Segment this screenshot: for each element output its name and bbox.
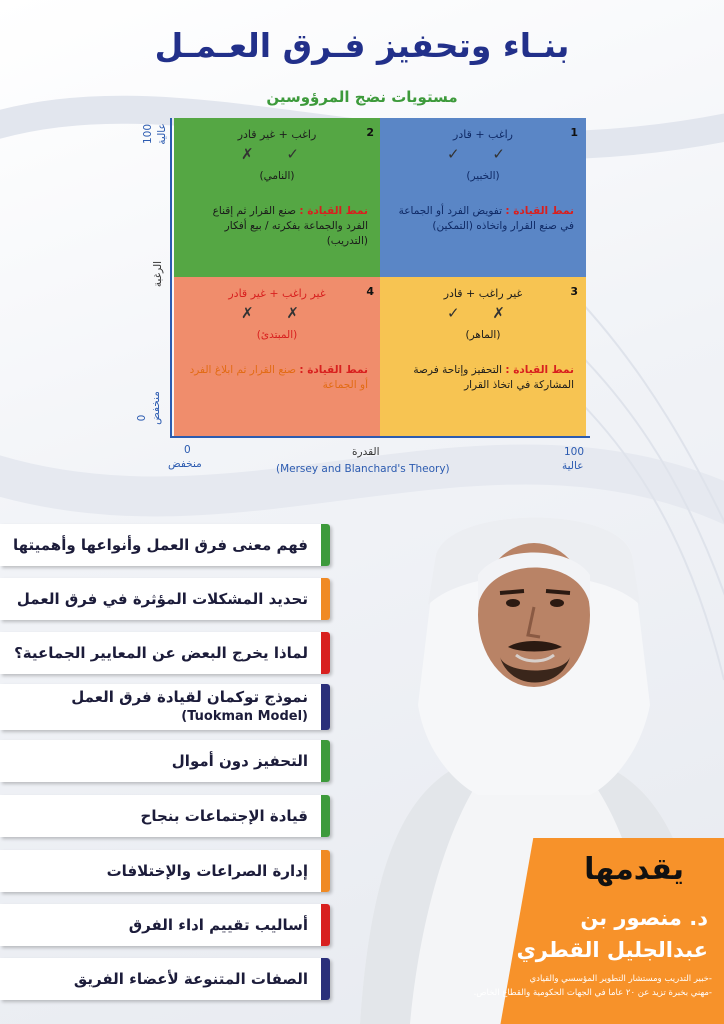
leadership-style bbox=[394, 363, 574, 393]
presenter-name: د. منصور بن عبدالجليل القطري bbox=[516, 906, 708, 962]
topic-item bbox=[0, 524, 330, 566]
topic-accent-bar bbox=[321, 795, 330, 837]
leadership-text: صنع القرار ثم إقناع الفرد والجماعة بفكرته / بيع أفكار (التدريب) bbox=[212, 205, 368, 247]
leadership-text: تفويض الفرد أو الجماعة في صنع القرار واتخاذه (التمكين) bbox=[398, 205, 574, 232]
quadrant-tag: (الخبير) bbox=[466, 170, 500, 182]
leadership-style bbox=[188, 204, 368, 249]
leadership-text: صنع القرار ثم ابلاغ الفرد أو الجماعة bbox=[189, 364, 368, 391]
topic-text: فهم معنى فرق العمل وأنواعها وأهميتها bbox=[12, 536, 308, 554]
y-axis-low-num: 0 bbox=[136, 414, 148, 422]
leadership-label: نمط القيادة : bbox=[299, 364, 368, 376]
topic-text: الصفات المتنوعة لأعضاء الفريق bbox=[73, 970, 308, 988]
y-axis-high-num: 100 bbox=[142, 123, 154, 145]
topic-item bbox=[0, 684, 330, 730]
y-axis-label: الرغبة bbox=[152, 260, 164, 288]
x-axis-low-word: منخفض bbox=[168, 458, 202, 470]
quadrant-number: 2 bbox=[366, 126, 374, 139]
quadrant-number: 4 bbox=[366, 285, 374, 298]
x-axis-label: القدرة bbox=[352, 446, 380, 458]
quadrant-tag: (المبتدئ) bbox=[256, 329, 298, 341]
maturity-matrix bbox=[174, 118, 586, 436]
y-axis-line bbox=[170, 118, 172, 436]
quadrant-header: غير راغب + قادر bbox=[443, 287, 523, 300]
leadership-style bbox=[188, 363, 368, 393]
topic-item bbox=[0, 795, 330, 837]
topic-accent-bar bbox=[321, 958, 330, 1000]
topic-text: لماذا يخرج البعض عن المعايير الجماعية؟ bbox=[14, 644, 308, 662]
leadership-style bbox=[394, 204, 574, 234]
check-icons: ✓ ✓ bbox=[447, 145, 519, 163]
leadership-label: نمط القيادة : bbox=[505, 364, 574, 376]
y-axis-low-word: منخفض bbox=[150, 391, 162, 425]
quadrant-4 bbox=[174, 277, 380, 436]
quadrant-header: غير راغب + غير قادر bbox=[228, 287, 326, 300]
check-cross-icons: ✗ ✓ bbox=[447, 304, 519, 322]
theory-caption: (Mersey and Blanchard's Theory) bbox=[276, 463, 450, 475]
presenter-bio-line: -مهني بخبرة تزيد عن ٢٠ عاما في الجهات الحكومية والقطاع الخاص. bbox=[473, 988, 712, 998]
presenter-bio bbox=[472, 972, 712, 1000]
topic-item bbox=[0, 632, 330, 674]
topic-accent-bar bbox=[321, 632, 330, 674]
quadrant-2 bbox=[174, 118, 380, 277]
topic-accent-bar bbox=[321, 524, 330, 566]
topic-accent-bar bbox=[321, 684, 330, 730]
quadrant-header: راغب + قادر bbox=[453, 128, 513, 141]
y-axis-high-word: عالية bbox=[156, 123, 168, 145]
cross-icons: ✗ ✗ bbox=[241, 304, 313, 322]
topic-accent-bar bbox=[321, 740, 330, 782]
topic-text: نموذج توكمان لقيادة فرق العمل bbox=[71, 688, 308, 706]
quadrant-number: 3 bbox=[570, 285, 578, 298]
topic-accent-bar bbox=[321, 904, 330, 946]
leadership-label: نمط القيادة : bbox=[299, 205, 368, 217]
topic-item bbox=[0, 740, 330, 782]
topic-accent-bar bbox=[321, 578, 330, 620]
presenter-intro: يقدمها bbox=[584, 852, 684, 887]
matrix-subtitle: مستويات نضج المرؤوسين bbox=[266, 88, 458, 106]
quadrant-header: راغب + غير قادر bbox=[237, 128, 317, 141]
x-axis-line bbox=[170, 436, 590, 438]
x-axis-low-num: 0 bbox=[184, 444, 191, 456]
topic-item bbox=[0, 578, 330, 620]
quadrant-tag: (النامي) bbox=[259, 170, 295, 182]
topic-text-secondary: (Tuokman Model) bbox=[181, 709, 308, 724]
topic-item bbox=[0, 850, 330, 892]
topic-text: تحديد المشكلات المؤثرة في فرق العمل bbox=[16, 590, 308, 608]
check-cross-icons: ✓ ✗ bbox=[241, 145, 313, 163]
page-title: بنـاء وتحفيز فـرق العـمـل bbox=[154, 26, 570, 65]
quadrant-3 bbox=[380, 277, 586, 436]
quadrant-tag: (الماهر) bbox=[465, 329, 501, 341]
topic-item bbox=[0, 904, 330, 946]
presenter-bio-line: -خبير التدريب ومستشار التطوير المؤسسي والقيادي bbox=[529, 974, 712, 984]
topic-item bbox=[0, 958, 330, 1000]
x-axis-high-word: عالية bbox=[562, 460, 584, 472]
quadrant-1 bbox=[380, 118, 586, 277]
topic-text: قيادة الإجتماعات بنجاح bbox=[140, 807, 308, 825]
leadership-text: التحفيز وإتاحة فرصة المشاركة في اتخاذ القرار bbox=[413, 364, 574, 391]
topic-accent-bar bbox=[321, 850, 330, 892]
quadrant-number: 1 bbox=[570, 126, 578, 139]
topic-text: إدارة الصراعات والإختلافات bbox=[106, 862, 308, 880]
leadership-label: نمط القيادة : bbox=[505, 205, 574, 217]
x-axis-high-num: 100 bbox=[564, 446, 585, 458]
topic-text: التحفيز دون أموال bbox=[171, 752, 308, 770]
topic-text: أساليب تقييم اداء الفرق bbox=[128, 916, 308, 934]
